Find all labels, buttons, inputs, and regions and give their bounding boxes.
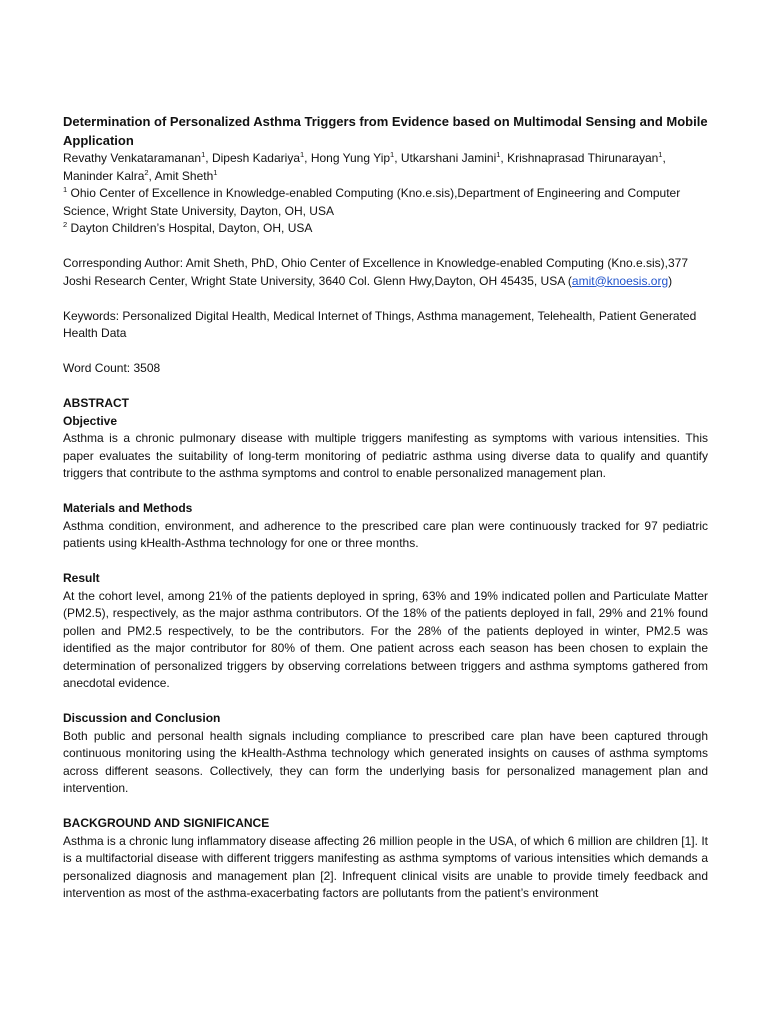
- paper-title: Determination of Personalized Asthma Triggers from Evidence based on Multimodal Sensing and Mobile Application: [63, 114, 708, 148]
- objective-text: Asthma is a chronic pulmonary disease with multiple triggers manifesting as symptoms with various intensities. This paper evaluates the suitability of long-term monitoring of pediatric asthma using diverse data to qualify and quantify triggers that contribute to the asthma symptoms and control to enable personalized management plan.: [63, 431, 708, 480]
- discussion-text: Both public and personal health signals including compliance to prescribed care plan have been captured through continuous monitoring using the kHealth-Asthma technology which generated insights on causes of asthma symptoms across different seasons. Collectively, they can form the underlying basis for personalized management plan and intervention.: [63, 728, 708, 795]
- author: Revathy Venkataramanan: [63, 151, 202, 165]
- background-text: Asthma is a chronic lung inflammatory disease affecting 26 million people in the USA, of which 6 million are children [1]. It is a multifactorial disease with different triggers manifesting as asthma symptoms of various intensities which demands a personalized diagnosis and management plan [2]. Infrequent clinical visits are unable to provide timely feedback and intervention as most of the asthma-exacerbating factors are pollutants from the patient’s environment: [63, 833, 708, 900]
- affiliation-mark: 2: [63, 220, 68, 229]
- author-list: Revathy Venkataramanan$^1$, Dipesh Kadariya$^1$, Hong Yung Yip$^1$, Utkarshani Jamini$^1$, Krishnaprasad Thirunarayan$^1$, Maninder Kalra$^2$, Amit Sheth$^1$: [63, 150, 666, 183]
- affiliation: [63, 220, 708, 238]
- affiliation: [63, 185, 708, 220]
- author-affiliation-mark: 1: [300, 150, 305, 159]
- word-count: Word Count: 3508: [63, 361, 161, 375]
- corresponding-author: [63, 255, 708, 290]
- objective-heading: Objective: [63, 413, 118, 428]
- author: Maninder Kalra: [63, 168, 145, 183]
- author: Krishnaprasad Thirunarayan: [507, 151, 659, 165]
- result-heading: Result: [63, 571, 100, 585]
- email-close-paren: ): [668, 273, 673, 288]
- author: Amit Sheth: [154, 168, 214, 183]
- corresponding-author-text: Corresponding Author: Amit Sheth, PhD, Ohio Center of Excellence in Knowledge-enabled Computing (Kno.e.sis),377 Joshi Research Center, Wright State University, 3640 Col. Glenn Hwy,Dayton, OH 45435, USA: [63, 256, 689, 288]
- author: Utkarshani Jamini: [400, 151, 497, 165]
- author-affiliation-mark: 1: [390, 150, 395, 159]
- affiliation-text: Dayton Children’s Hospital, Dayton, OH, USA: [70, 221, 313, 235]
- author: Hong Yung Yip: [310, 151, 391, 165]
- email-open-paren: (: [567, 273, 572, 288]
- discussion-heading: Discussion and Conclusion: [63, 711, 221, 725]
- paper-page: [63, 112, 708, 903]
- background-heading: BACKGROUND AND SIGNIFICANCE: [63, 816, 270, 830]
- result-text: At the cohort level, among 21% of the patients deployed in spring, 63% and 19% indicated pollen and Particulate Matter (PM2.5), respectively, as the major asthma contributors. Of the 18% of the patients deployed in fall, 29% and 21% found pollen and PM2.5 respectively, to be the contributors. For the 28% of the patients deployed in winter, PM2.5 was identified as the major contributor for 80% of them. One patient across each season has been chosen to explain the determination of personalized triggers by observing correlations between triggers and asthma symptoms gathered from anecdotal evidence.: [63, 588, 708, 690]
- author-affiliation-mark: 1: [658, 150, 663, 159]
- keywords: Keywords: Personalized Digital Health, Medical Internet of Things, Asthma management, Telehealth, Patient Generated Health Data: [63, 308, 697, 340]
- affiliation-text: Ohio Center of Excellence in Knowledge-enabled Computing (Kno.e.sis),Department of Engineering and Computer Science, Wright State University, Dayton, OH, USA: [63, 186, 681, 218]
- author-affiliation-mark: 1: [201, 150, 206, 159]
- email-link[interactable]: amit@knoesis.org: [571, 273, 669, 288]
- author: Dipesh Kadariya: [211, 151, 300, 165]
- author-affiliation-mark: 1: [496, 150, 501, 159]
- methods-text: Asthma condition, environment, and adherence to the prescribed care plan were continuously tracked for 97 pediatric patients using kHealth-Asthma technology for one or three months.: [63, 518, 708, 550]
- methods-heading: Materials and Methods: [63, 501, 193, 515]
- author-affiliation-mark: 1: [213, 167, 218, 177]
- author-affiliation-mark: 2: [144, 167, 149, 177]
- abstract-heading: ABSTRACT: [63, 396, 129, 410]
- affiliation-mark: 1: [63, 185, 68, 194]
